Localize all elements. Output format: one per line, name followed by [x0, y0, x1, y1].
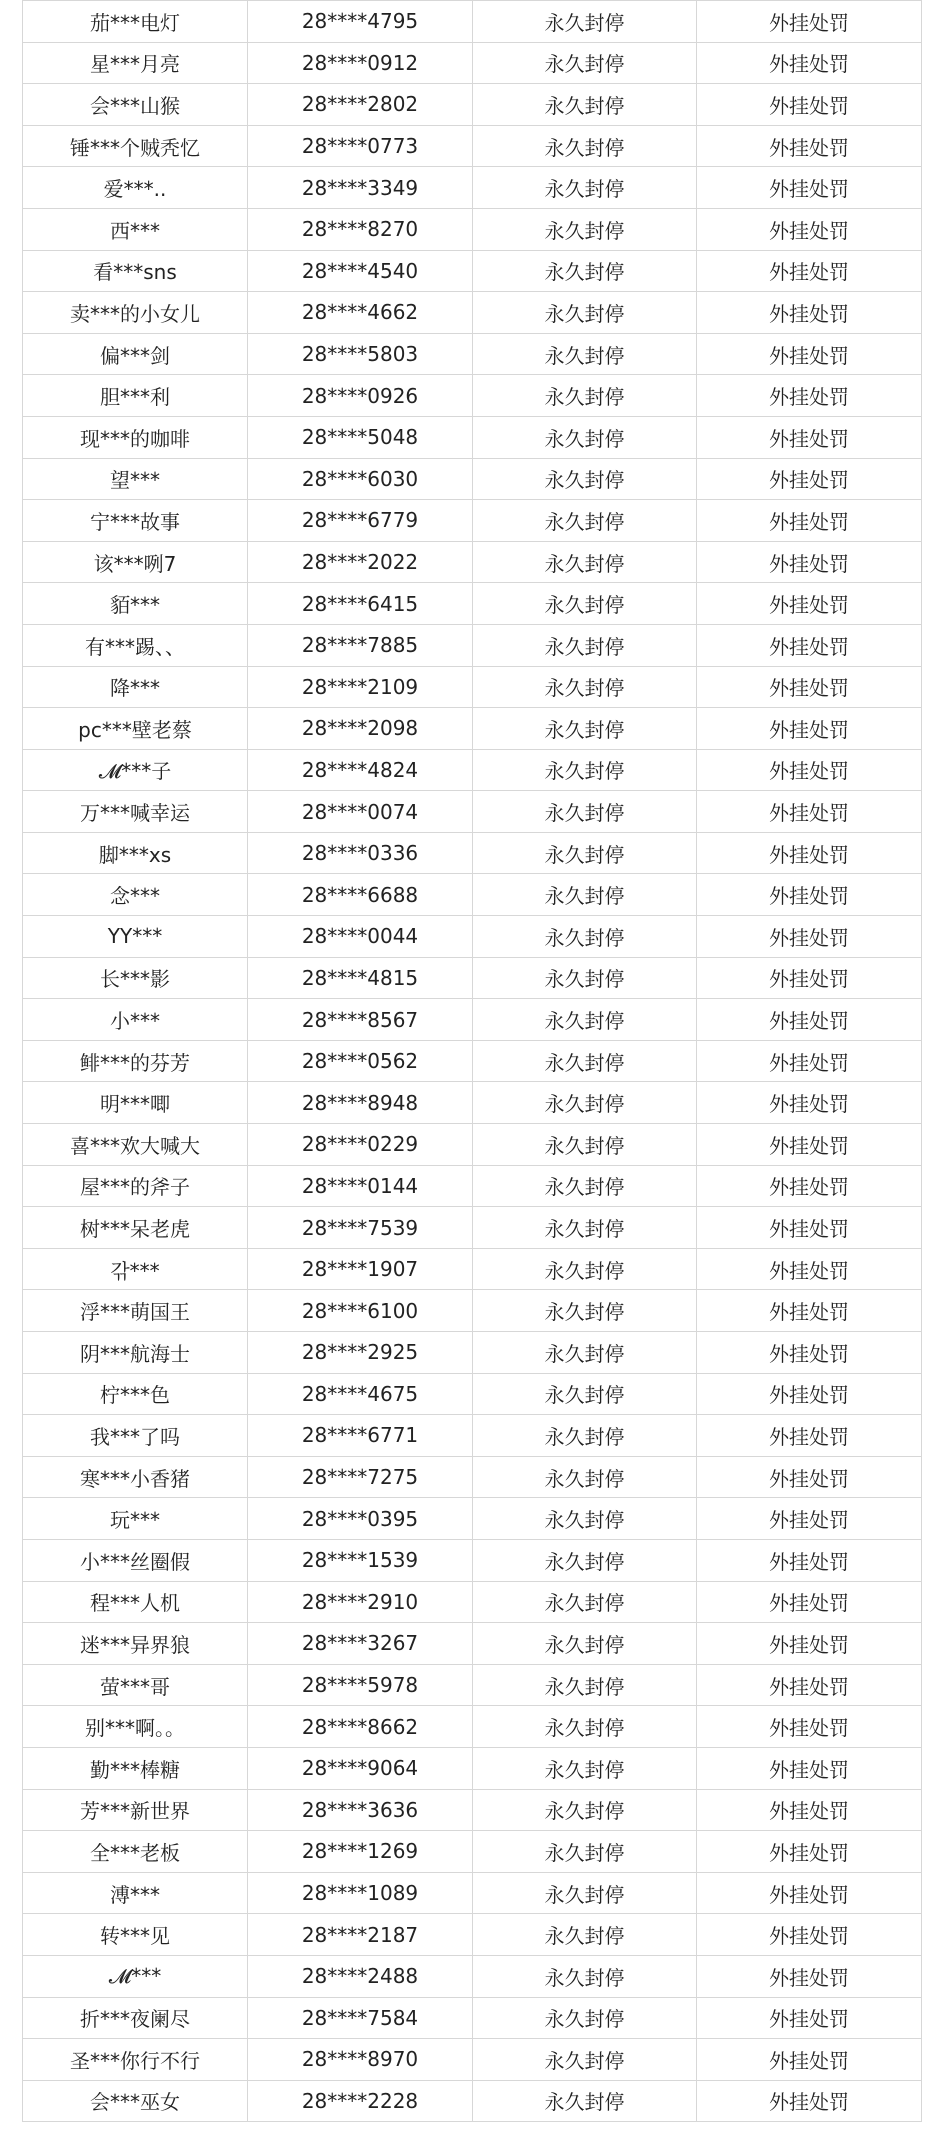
ban-reason-cell: 外挂处罚: [697, 749, 922, 791]
player-id-cell: 28****0926: [248, 375, 473, 417]
ban-reason-cell: 外挂处罚: [697, 333, 922, 375]
player-id-cell: 28****6415: [248, 583, 473, 625]
table-row: [23, 1456, 922, 1498]
table-row: [23, 1332, 922, 1374]
ban-duration-cell: 永久封停: [473, 624, 697, 666]
table-row: [23, 416, 922, 458]
table-row: [23, 42, 922, 84]
ban-reason-cell: 外挂处罚: [697, 541, 922, 583]
ban-duration-cell: 永久封停: [473, 957, 697, 999]
ban-reason-cell: 外挂处罚: [697, 42, 922, 84]
player-name-cell: 会***巫女: [23, 2080, 248, 2122]
table-row: [23, 250, 922, 292]
ban-duration-cell: 永久封停: [473, 1, 697, 43]
player-name-cell: 长***影: [23, 957, 248, 999]
ban-list-body: [23, 1, 922, 2122]
ban-duration-cell: 永久封停: [473, 1955, 697, 1997]
table-row: [23, 1165, 922, 1207]
ban-reason-cell: 外挂处罚: [697, 1124, 922, 1166]
player-name-cell: 锤***个贼秃忆: [23, 125, 248, 167]
ban-reason-cell: 外挂处罚: [697, 1831, 922, 1873]
player-name-cell: 小***丝圈假: [23, 1539, 248, 1581]
ban-duration-cell: 永久封停: [473, 458, 697, 500]
ban-reason-cell: 外挂处罚: [697, 1207, 922, 1249]
table-row: [23, 1290, 922, 1332]
ban-list-table: [22, 0, 922, 2122]
player-name-cell: 偏***剑: [23, 333, 248, 375]
table-row: [23, 541, 922, 583]
player-name-cell: 爱***..: [23, 167, 248, 209]
player-id-cell: 28****7539: [248, 1207, 473, 1249]
ban-reason-cell: 外挂处罚: [697, 583, 922, 625]
player-name-cell: 小***: [23, 999, 248, 1041]
player-name-cell: 念***: [23, 874, 248, 916]
player-id-cell: 28****6771: [248, 1415, 473, 1457]
player-name-cell: 现***的咖啡: [23, 416, 248, 458]
table-row: [23, 1747, 922, 1789]
ban-reason-cell: 外挂处罚: [697, 1664, 922, 1706]
player-name-cell: 貊***: [23, 583, 248, 625]
ban-reason-cell: 外挂处罚: [697, 1914, 922, 1956]
ban-reason-cell: 外挂处罚: [697, 1747, 922, 1789]
table-row: [23, 2080, 922, 2122]
table-row: [23, 1498, 922, 1540]
player-id-cell: 28****2228: [248, 2080, 473, 2122]
player-name-cell: 卖***的小女儿: [23, 292, 248, 334]
ban-reason-cell: 外挂处罚: [697, 957, 922, 999]
table-row: [23, 916, 922, 958]
table-row: [23, 1664, 922, 1706]
player-name-cell: 脚***xs: [23, 832, 248, 874]
player-name-cell: 玩***: [23, 1498, 248, 1540]
ban-duration-cell: 永久封停: [473, 666, 697, 708]
player-name-cell: 溥***: [23, 1872, 248, 1914]
ban-reason-cell: 外挂处罚: [697, 125, 922, 167]
player-name-cell: 看***sns: [23, 250, 248, 292]
player-id-cell: 28****2910: [248, 1581, 473, 1623]
player-id-cell: 28****8970: [248, 2039, 473, 2081]
player-id-cell: 28****2109: [248, 666, 473, 708]
player-id-cell: 28****1269: [248, 1831, 473, 1873]
ban-reason-cell: 外挂处罚: [697, 791, 922, 833]
player-name-cell: 宁***故事: [23, 500, 248, 542]
ban-reason-cell: 外挂处罚: [697, 208, 922, 250]
ban-reason-cell: 外挂处罚: [697, 1165, 922, 1207]
player-id-cell: 28****3636: [248, 1789, 473, 1831]
ban-duration-cell: 永久封停: [473, 1373, 697, 1415]
player-id-cell: 28****4795: [248, 1, 473, 43]
player-id-cell: 28****3349: [248, 167, 473, 209]
ban-reason-cell: 外挂处罚: [697, 1248, 922, 1290]
player-id-cell: 28****4540: [248, 250, 473, 292]
ban-duration-cell: 永久封停: [473, 500, 697, 542]
ban-reason-cell: 外挂处罚: [697, 458, 922, 500]
player-id-cell: 28****0074: [248, 791, 473, 833]
ban-duration-cell: 永久封停: [473, 292, 697, 334]
table-row: [23, 500, 922, 542]
player-id-cell: 28****5978: [248, 1664, 473, 1706]
ban-reason-cell: 外挂处罚: [697, 1290, 922, 1332]
ban-duration-cell: 永久封停: [473, 250, 697, 292]
ban-duration-cell: 永久封停: [473, 2080, 697, 2122]
player-id-cell: 28****2022: [248, 541, 473, 583]
ban-duration-cell: 永久封停: [473, 125, 697, 167]
ban-duration-cell: 永久封停: [473, 1165, 697, 1207]
player-name-cell: 浮***萌国王: [23, 1290, 248, 1332]
ban-reason-cell: 外挂处罚: [697, 1997, 922, 2039]
table-row: [23, 1955, 922, 1997]
table-row: [23, 708, 922, 750]
player-id-cell: 28****8662: [248, 1706, 473, 1748]
player-id-cell: 28****5048: [248, 416, 473, 458]
ban-reason-cell: 外挂处罚: [697, 375, 922, 417]
table-row: [23, 125, 922, 167]
player-name-cell: 鲱***的芬芳: [23, 1040, 248, 1082]
player-name-cell: 降***: [23, 666, 248, 708]
table-row: [23, 1872, 922, 1914]
player-id-cell: 28****0395: [248, 1498, 473, 1540]
player-id-cell: 28****1089: [248, 1872, 473, 1914]
ban-reason-cell: 外挂处罚: [697, 1706, 922, 1748]
ban-duration-cell: 永久封停: [473, 1332, 697, 1374]
player-name-cell: 萤***哥: [23, 1664, 248, 1706]
player-name-cell: 茄***电灯: [23, 1, 248, 43]
table-row: [23, 2039, 922, 2081]
player-name-cell: 迷***异界狼: [23, 1623, 248, 1665]
ban-duration-cell: 永久封停: [473, 1415, 697, 1457]
player-id-cell: 28****6030: [248, 458, 473, 500]
ban-reason-cell: 外挂处罚: [697, 84, 922, 126]
table-row: [23, 1789, 922, 1831]
ban-duration-cell: 永久封停: [473, 791, 697, 833]
ban-duration-cell: 永久封停: [473, 1082, 697, 1124]
player-name-cell: 갂***: [23, 1248, 248, 1290]
ban-reason-cell: 外挂处罚: [697, 1456, 922, 1498]
player-name-cell: 𝓜***: [23, 1955, 248, 1997]
player-id-cell: 28****1907: [248, 1248, 473, 1290]
player-name-cell: 别***啊。。: [23, 1706, 248, 1748]
ban-reason-cell: 外挂处罚: [697, 708, 922, 750]
player-name-cell: 𝓜***子: [23, 749, 248, 791]
player-id-cell: 28****3267: [248, 1623, 473, 1665]
player-name-cell: 转***见: [23, 1914, 248, 1956]
table-row: [23, 458, 922, 500]
player-id-cell: 28****2802: [248, 84, 473, 126]
ban-reason-cell: 外挂处罚: [697, 1415, 922, 1457]
ban-duration-cell: 永久封停: [473, 999, 697, 1041]
ban-duration-cell: 永久封停: [473, 167, 697, 209]
ban-duration-cell: 永久封停: [473, 1124, 697, 1166]
ban-reason-cell: 外挂处罚: [697, 1, 922, 43]
ban-duration-cell: 永久封停: [473, 1872, 697, 1914]
table-row: [23, 333, 922, 375]
ban-reason-cell: 外挂处罚: [697, 2039, 922, 2081]
player-name-cell: YY***: [23, 916, 248, 958]
ban-duration-cell: 永久封停: [473, 1248, 697, 1290]
ban-reason-cell: 外挂处罚: [697, 916, 922, 958]
ban-duration-cell: 永久封停: [473, 541, 697, 583]
ban-duration-cell: 永久封停: [473, 1706, 697, 1748]
player-id-cell: 28****7275: [248, 1456, 473, 1498]
player-id-cell: 28****6779: [248, 500, 473, 542]
ban-reason-cell: 外挂处罚: [697, 1539, 922, 1581]
player-id-cell: 28****2187: [248, 1914, 473, 1956]
player-id-cell: 28****6688: [248, 874, 473, 916]
ban-reason-cell: 外挂处罚: [697, 1040, 922, 1082]
player-id-cell: 28****4815: [248, 957, 473, 999]
table-row: [23, 1623, 922, 1665]
table-row: [23, 1415, 922, 1457]
player-id-cell: 28****0229: [248, 1124, 473, 1166]
ban-duration-cell: 永久封停: [473, 208, 697, 250]
ban-reason-cell: 外挂处罚: [697, 999, 922, 1041]
player-id-cell: 28****5803: [248, 333, 473, 375]
ban-reason-cell: 外挂处罚: [697, 1581, 922, 1623]
player-name-cell: 望***: [23, 458, 248, 500]
table-row: [23, 1082, 922, 1124]
ban-reason-cell: 外挂处罚: [697, 832, 922, 874]
player-name-cell: 全***老板: [23, 1831, 248, 1873]
player-id-cell: 28****2488: [248, 1955, 473, 1997]
player-name-cell: 万***喊幸运: [23, 791, 248, 833]
table-row: [23, 1539, 922, 1581]
player-id-cell: 28****7885: [248, 624, 473, 666]
ban-duration-cell: 永久封停: [473, 916, 697, 958]
ban-duration-cell: 永久封停: [473, 1040, 697, 1082]
player-id-cell: 28****9064: [248, 1747, 473, 1789]
table-row: [23, 749, 922, 791]
ban-reason-cell: 外挂处罚: [697, 624, 922, 666]
player-id-cell: 28****8948: [248, 1082, 473, 1124]
player-name-cell: 屋***的斧子: [23, 1165, 248, 1207]
table-row: [23, 208, 922, 250]
player-name-cell: 明***唧: [23, 1082, 248, 1124]
ban-reason-cell: 外挂处罚: [697, 416, 922, 458]
table-row: [23, 167, 922, 209]
player-name-cell: 柠***色: [23, 1373, 248, 1415]
player-id-cell: 28****1539: [248, 1539, 473, 1581]
table-row: [23, 624, 922, 666]
table-row: [23, 375, 922, 417]
player-id-cell: 28****4662: [248, 292, 473, 334]
table-row: [23, 957, 922, 999]
table-row: [23, 832, 922, 874]
table-row: [23, 1914, 922, 1956]
table-row: [23, 999, 922, 1041]
ban-duration-cell: 永久封停: [473, 375, 697, 417]
ban-duration-cell: 永久封停: [473, 1914, 697, 1956]
table-row: [23, 583, 922, 625]
ban-duration-cell: 永久封停: [473, 874, 697, 916]
player-id-cell: 28****0773: [248, 125, 473, 167]
player-id-cell: 28****8270: [248, 208, 473, 250]
player-id-cell: 28****7584: [248, 1997, 473, 2039]
table-row: [23, 1, 922, 43]
player-name-cell: 该***咧7: [23, 541, 248, 583]
ban-duration-cell: 永久封停: [473, 1997, 697, 2039]
ban-duration-cell: 永久封停: [473, 832, 697, 874]
ban-reason-cell: 外挂处罚: [697, 1789, 922, 1831]
ban-reason-cell: 外挂处罚: [697, 1623, 922, 1665]
player-id-cell: 28****2098: [248, 708, 473, 750]
ban-reason-cell: 外挂处罚: [697, 250, 922, 292]
player-name-cell: 折***夜阑尽: [23, 1997, 248, 2039]
ban-duration-cell: 永久封停: [473, 1207, 697, 1249]
player-name-cell: 有***踢、、: [23, 624, 248, 666]
player-name-cell: 寒***小香猪: [23, 1456, 248, 1498]
table-row: [23, 791, 922, 833]
ban-duration-cell: 永久封停: [473, 84, 697, 126]
table-row: [23, 1207, 922, 1249]
ban-duration-cell: 永久封停: [473, 749, 697, 791]
ban-duration-cell: 永久封停: [473, 416, 697, 458]
ban-reason-cell: 外挂处罚: [697, 1082, 922, 1124]
player-id-cell: 28****8567: [248, 999, 473, 1041]
ban-duration-cell: 永久封停: [473, 583, 697, 625]
player-id-cell: 28****0912: [248, 42, 473, 84]
ban-duration-cell: 永久封停: [473, 1456, 697, 1498]
ban-duration-cell: 永久封停: [473, 1747, 697, 1789]
player-id-cell: 28****0144: [248, 1165, 473, 1207]
table-row: [23, 1124, 922, 1166]
table-row: [23, 1997, 922, 2039]
table-row: [23, 1581, 922, 1623]
table-row: [23, 1706, 922, 1748]
ban-reason-cell: 外挂处罚: [697, 1332, 922, 1374]
table-row: [23, 1831, 922, 1873]
ban-reason-cell: 外挂处罚: [697, 1872, 922, 1914]
player-name-cell: 勤***棒糖: [23, 1747, 248, 1789]
ban-reason-cell: 外挂处罚: [697, 874, 922, 916]
player-name-cell: 会***山猴: [23, 84, 248, 126]
player-name-cell: 胆***利: [23, 375, 248, 417]
ban-duration-cell: 永久封停: [473, 1498, 697, 1540]
ban-duration-cell: 永久封停: [473, 1539, 697, 1581]
table-row: [23, 666, 922, 708]
ban-duration-cell: 永久封停: [473, 1789, 697, 1831]
player-name-cell: 星***月亮: [23, 42, 248, 84]
table-row: [23, 84, 922, 126]
ban-duration-cell: 永久封停: [473, 1623, 697, 1665]
ban-duration-cell: 永久封停: [473, 2039, 697, 2081]
ban-duration-cell: 永久封停: [473, 708, 697, 750]
player-name-cell: 芳***新世界: [23, 1789, 248, 1831]
table-row: [23, 874, 922, 916]
ban-duration-cell: 永久封停: [473, 42, 697, 84]
player-id-cell: 28****0336: [248, 832, 473, 874]
ban-duration-cell: 永久封停: [473, 1831, 697, 1873]
ban-reason-cell: 外挂处罚: [697, 1955, 922, 1997]
player-name-cell: pc***壁老蔡: [23, 708, 248, 750]
player-name-cell: 我***了吗: [23, 1415, 248, 1457]
ban-reason-cell: 外挂处罚: [697, 500, 922, 542]
ban-reason-cell: 外挂处罚: [697, 1498, 922, 1540]
player-id-cell: 28****2925: [248, 1332, 473, 1374]
player-id-cell: 28****0044: [248, 916, 473, 958]
player-name-cell: 西***: [23, 208, 248, 250]
table-row: [23, 1373, 922, 1415]
player-name-cell: 程***人机: [23, 1581, 248, 1623]
table-row: [23, 1248, 922, 1290]
ban-reason-cell: 外挂处罚: [697, 292, 922, 334]
ban-reason-cell: 外挂处罚: [697, 167, 922, 209]
player-id-cell: 28****4824: [248, 749, 473, 791]
player-name-cell: 圣***你行不行: [23, 2039, 248, 2081]
table-row: [23, 292, 922, 334]
table-row: [23, 1040, 922, 1082]
player-id-cell: 28****4675: [248, 1373, 473, 1415]
ban-duration-cell: 永久封停: [473, 1581, 697, 1623]
ban-duration-cell: 永久封停: [473, 1664, 697, 1706]
ban-reason-cell: 外挂处罚: [697, 1373, 922, 1415]
ban-duration-cell: 永久封停: [473, 333, 697, 375]
ban-reason-cell: 外挂处罚: [697, 2080, 922, 2122]
player-id-cell: 28****6100: [248, 1290, 473, 1332]
player-name-cell: 阴***航海士: [23, 1332, 248, 1374]
ban-duration-cell: 永久封停: [473, 1290, 697, 1332]
player-id-cell: 28****0562: [248, 1040, 473, 1082]
player-name-cell: 喜***欢大喊大: [23, 1124, 248, 1166]
player-name-cell: 树***呆老虎: [23, 1207, 248, 1249]
ban-reason-cell: 外挂处罚: [697, 666, 922, 708]
